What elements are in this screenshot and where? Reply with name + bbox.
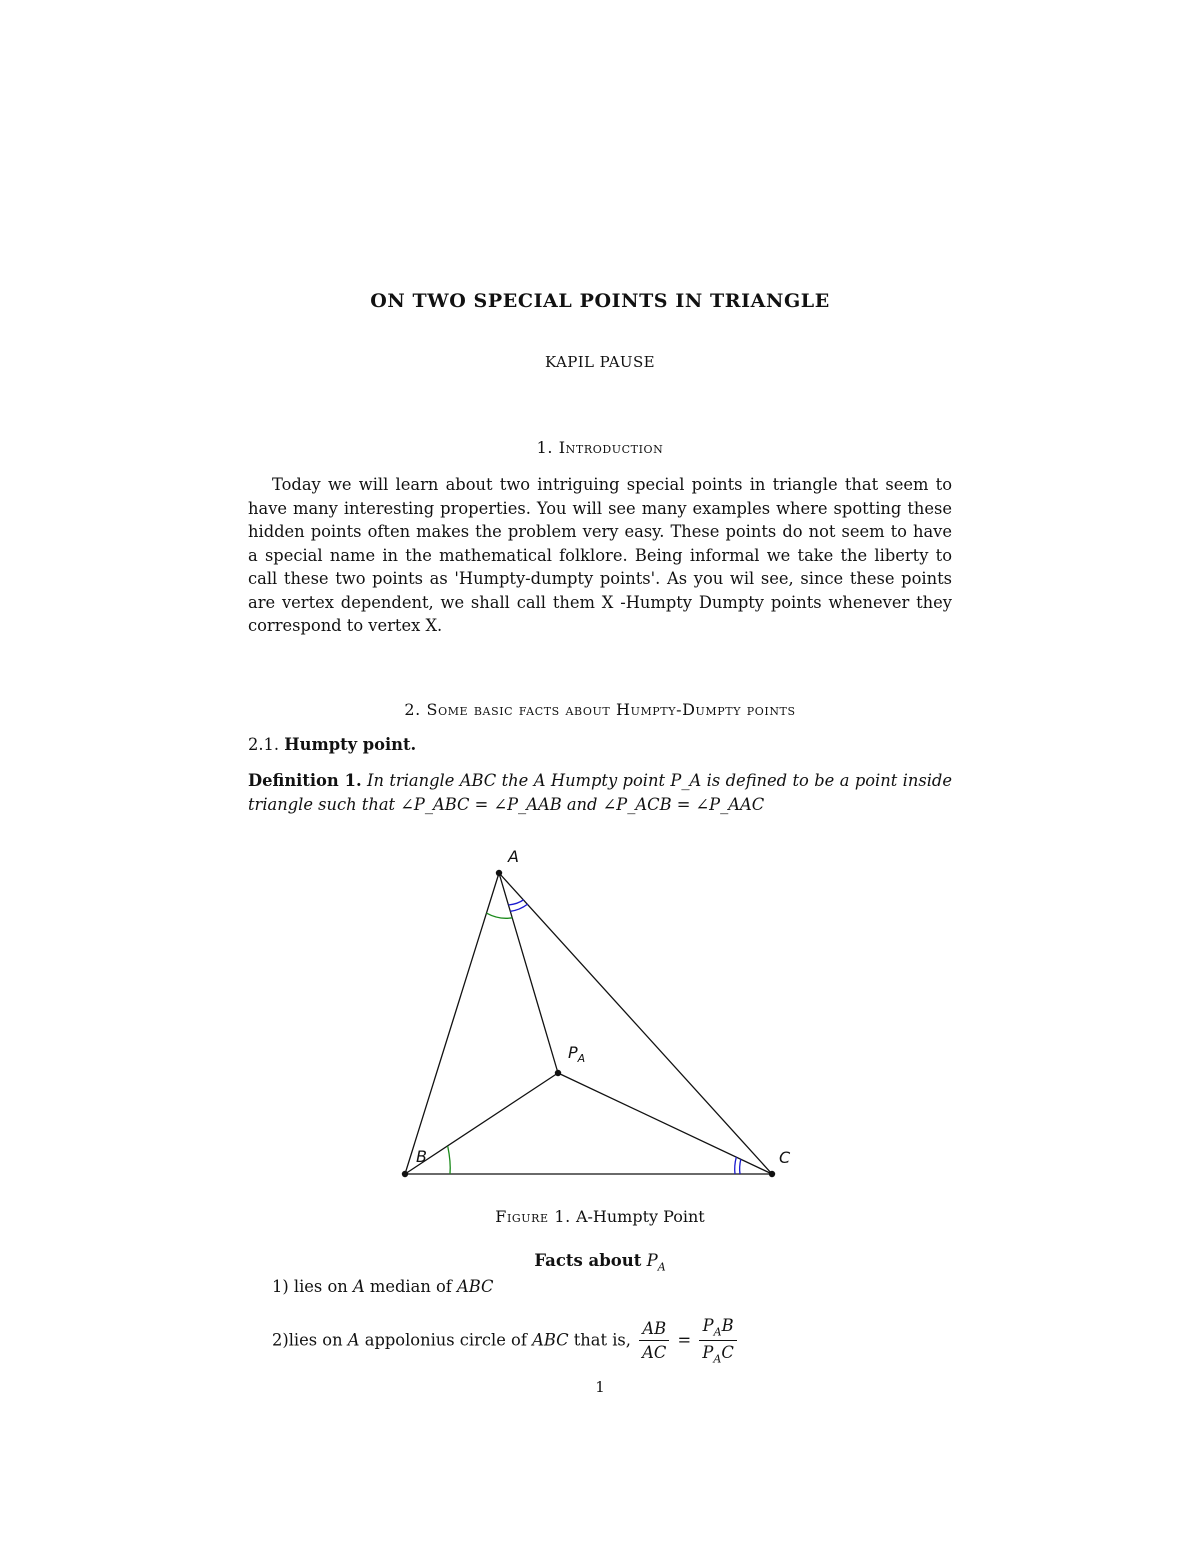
segment-c-pa xyxy=(558,1073,772,1174)
facts-heading-text: Facts about xyxy=(534,1251,642,1270)
section-number: 2. xyxy=(404,700,421,719)
point-pa-dot xyxy=(555,1070,561,1076)
facts-heading xyxy=(0,1251,1200,1273)
side-ac xyxy=(499,873,772,1174)
ratio-rhs: $\frac{P_AB}{P_AC}$ xyxy=(699,1316,736,1366)
angle-arc-c-blue-inner xyxy=(740,1159,741,1174)
page-number: 1 xyxy=(595,1378,605,1396)
angle-arc-a-blue-outer xyxy=(510,904,527,911)
section-title: Some basic facts about Humpty-Dumpty points xyxy=(426,700,796,719)
angle-arc-a-blue-inner xyxy=(508,900,523,905)
vertex-b-dot xyxy=(402,1171,408,1177)
facts-heading-symbol: $P_A$ xyxy=(646,1251,666,1274)
subsection-title: Humpty point. xyxy=(284,735,417,754)
introduction-paragraph: Today we will learn about two intriguing special points in triangle that seem to have many interesting properties. You will see many examples where spotting these hidden points often makes the problem very easy. These points do not seem to have a special name in the mathematical folklore. Being informal we take the liberty to call these two points as 'Humpty-dumpty points'. As you wil see, since these points are vertex dependent, we shall call them X -Humpty Dumpty points whenever they correspond to vertex X. xyxy=(248,475,952,635)
angle-arc-c-blue-outer xyxy=(735,1157,737,1174)
vertex-c-dot xyxy=(769,1171,775,1177)
segment-a-pa xyxy=(499,873,558,1073)
section-title: Introduction xyxy=(558,438,664,457)
caption-text: A-Humpty Point xyxy=(575,1207,705,1226)
figure-caption xyxy=(0,1207,1200,1226)
label-pa: $P_A$ xyxy=(568,1043,586,1065)
label-a: A xyxy=(508,847,519,866)
subsection-number: 2.1. xyxy=(248,735,280,754)
section-heading-basic-facts xyxy=(0,700,1200,719)
fact-1: 1) lies on A median of ABC xyxy=(272,1277,494,1296)
label-c: C xyxy=(779,1148,791,1167)
angle-arc-a-green xyxy=(486,913,512,918)
section-heading-introduction xyxy=(0,438,1200,457)
author-name: KAPIL PAUSE xyxy=(545,353,655,371)
paper-title: ON TWO SPECIAL POINTS IN TRIANGLE xyxy=(370,290,830,312)
definition-text: In triangle ABC the A Humpty point P_A is defined to be a point inside triangle such that ∠P_ABC = ∠P_AAB and ∠P_ACB = ∠P_AAC xyxy=(248,771,952,814)
fact-2: 2)lies on A appolonius circle of ABC that is, $\frac{AB}{AC}$ = $\frac{P_AB}{P_AC}$ xyxy=(272,1316,740,1366)
definition-block xyxy=(248,769,952,817)
triangle-figure xyxy=(380,840,820,1190)
section-number: 1. xyxy=(536,438,554,457)
ratio-lhs: $\frac{AB}{AC}$ xyxy=(639,1319,669,1362)
definition-label: Definition 1. xyxy=(248,771,362,790)
label-b: B xyxy=(416,1147,427,1166)
subsection-heading xyxy=(248,735,416,754)
vertex-a-dot xyxy=(496,870,502,876)
side-ab xyxy=(405,873,499,1174)
segment-b-pa xyxy=(405,1073,558,1174)
caption-prefix: Figure 1. xyxy=(495,1207,571,1226)
triangle-lines xyxy=(405,873,772,1174)
angle-arc-b-green xyxy=(448,1146,451,1174)
